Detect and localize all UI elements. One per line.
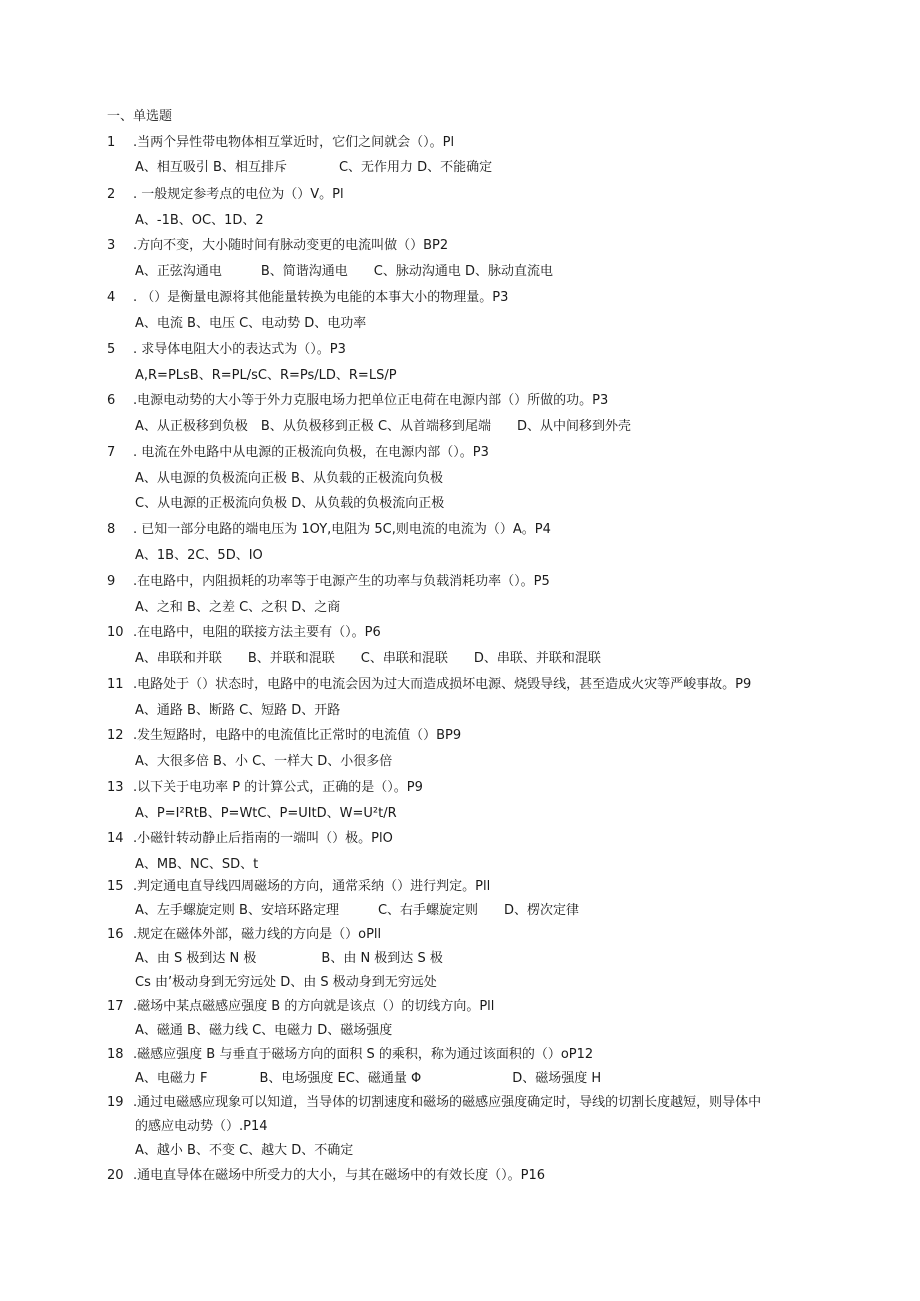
options-14: A、MB、NC、SD、t — [135, 857, 259, 872]
question-1 — [107, 135, 454, 151]
question-19-continued: 的感应电动势（）.P14 — [135, 1119, 268, 1134]
question-number: 15 — [107, 879, 124, 894]
options-11: A、通路 B、断路 C、短路 D、开路 — [135, 703, 341, 718]
question-9 — [107, 574, 550, 590]
question-number: 16 — [107, 927, 124, 942]
question-4 — [107, 290, 508, 306]
question-number: 14 — [107, 831, 124, 846]
question-17 — [107, 999, 494, 1015]
options-16b: Cs 由’极动身到无穷远处 D、由 S 极动身到无穷远处 — [135, 975, 437, 990]
question-number: 7 — [107, 445, 116, 460]
options-13: A、P=I²RtB、P=WtC、P=UItD、W=U²t/R — [135, 806, 397, 821]
question-number: 18 — [107, 1047, 124, 1062]
question-text: .规定在磁体外部，磁力线的方向是（）oPll — [133, 927, 382, 942]
question-text: . 已知一部分电路的端电压为 1OY,电阻为 5C,则电流的电流为（）A。P4 — [133, 522, 551, 537]
question-19 — [107, 1095, 761, 1111]
options-4: A、电流 B、电压 C、电动势 D、电功率 — [135, 316, 367, 331]
question-15 — [107, 879, 490, 895]
question-number: 8 — [107, 522, 116, 537]
question-text: .电源电动势的大小等于外力克服电场力把单位正电荷在电源内部（）所做的功。P3 — [133, 393, 609, 408]
question-16 — [107, 927, 381, 943]
options-10: A、串联和并联 B、并联和混联 C、串联和混联 D、串联、并联和混联 — [135, 651, 601, 666]
options-1: A、相互吸引 B、相互排斥 C、无作用力 D、不能确定 — [135, 160, 493, 175]
question-text: .通电直导体在磁场中所受力的大小，与其在磁场中的有效长度（）。P16 — [133, 1168, 546, 1183]
question-number: 17 — [107, 999, 124, 1014]
options-2: A、-1B、OC、1D、2 — [135, 213, 264, 228]
question-number: 6 — [107, 393, 116, 408]
question-20 — [107, 1168, 545, 1184]
question-number: 3 — [107, 238, 116, 253]
options-7b: C、从电源的正极流向负极 D、从负载的负极流向正极 — [135, 496, 445, 511]
question-number: 12 — [107, 728, 124, 743]
question-8 — [107, 522, 551, 538]
options-16a: A、由 S 极到达 N 极 B、由 N 极到达 S 极 — [135, 951, 443, 966]
question-text: .磁场中某点磁感应强度 B 的方向就是该点（）的切线方向。Pll — [133, 999, 495, 1014]
question-number: 13 — [107, 780, 124, 795]
question-text: .方向不变，大小随时间有脉动变更的电流叫做（）BP2 — [133, 238, 449, 253]
question-18 — [107, 1047, 593, 1063]
question-10 — [107, 625, 381, 641]
question-number: 2 — [107, 187, 116, 202]
options-9: A、之和 B、之差 C、之积 D、之商 — [135, 600, 341, 615]
question-number: 1 — [107, 135, 116, 150]
question-number: 19 — [107, 1095, 124, 1110]
question-text: .发生短路时，电路中的电流值比正常时的电流值（）BP9 — [133, 728, 462, 743]
question-text: .在电路中，电阻的联接方法主要有（）。P6 — [133, 625, 381, 640]
question-3 — [107, 238, 448, 254]
options-17: A、磁通 B、磁力线 C、电磁力 D、磁场强度 — [135, 1023, 393, 1038]
question-text: .通过电磁感应现象可以知道，当导体的切割速度和磁场的磁感应强度确定时，导线的切割长度越短，则导体中 — [133, 1095, 762, 1110]
question-text: . 一般规定参考点的电位为（）V。Pl — [133, 187, 344, 202]
question-6 — [107, 393, 608, 409]
question-number: 4 — [107, 290, 116, 305]
options-15: A、左手螺旋定则 B、安培环路定理 C、右手螺旋定则 D、楞次定律 — [135, 903, 580, 918]
options-5: A,R=PLsB、R=PL/sC、R=Ps/LD、R=LS/P — [135, 368, 397, 383]
question-text: . （）是衡量电源将其他能量转换为电能的本事大小的物理量。P3 — [133, 290, 509, 305]
question-14 — [107, 831, 393, 847]
question-text: . 求导体电阻大小的表达式为（）。P3 — [133, 342, 346, 357]
question-number: 9 — [107, 574, 116, 589]
question-text: .当两个异性带电物体相互掌近时，它们之间就会（）。Pl — [133, 135, 455, 150]
question-text: .以下关于电功率 P 的计算公式，正确的是（）。P9 — [133, 780, 423, 795]
question-text: .磁感应强度 B 与垂直于磁场方向的面积 S 的乘积，称为通过该面积的（）oP12 — [133, 1047, 594, 1062]
question-5 — [107, 342, 346, 358]
question-12 — [107, 728, 461, 744]
options-18: A、电磁力 F B、电场强度 EC、磁通量 Φ D、磁场强度 H — [135, 1071, 602, 1086]
options-8: A、1B、2C、5D、IO — [135, 548, 263, 563]
question-text: .小磁针转动静止后指南的一端叫（）极。PlO — [133, 831, 393, 846]
question-number: 20 — [107, 1168, 124, 1183]
options-19: A、越小 B、不变 C、越大 D、不确定 — [135, 1143, 354, 1158]
question-text: .在电路中，内阻损耗的功率等于电源产生的功率与负载消耗功率（）。P5 — [133, 574, 550, 589]
question-7 — [107, 445, 489, 461]
options-3: A、正弦沟通电 B、简谐沟通电 C、脉动沟通电 D、脉动直流电 — [135, 264, 554, 279]
question-13 — [107, 780, 423, 796]
question-number: 10 — [107, 625, 124, 640]
options-7a: A、从电源的负极流向正极 B、从负载的正极流向负极 — [135, 471, 443, 486]
question-number: 5 — [107, 342, 116, 357]
question-text: .判定通电直导线四周磁场的方向，通常采纳（）进行判定。Pll — [133, 879, 491, 894]
question-number: 11 — [107, 677, 124, 692]
options-6: A、从正极移到负极 B、从负极移到正极 C、从首端移到尾端 D、从中间移到外壳 — [135, 419, 632, 434]
question-text: .电路处于（）状态时，电路中的电流会因为过大而造成损坏电源、烧毁导线，甚至造成火灾等严峻事故。P9 — [133, 677, 752, 692]
question-11 — [107, 677, 751, 693]
question-2 — [107, 187, 344, 203]
section-title: 一、单选题 — [107, 109, 173, 124]
options-12: A、大很多倍 B、小 C、一样大 D、小很多倍 — [135, 754, 393, 769]
question-text: . 电流在外电路中从电源的正极流向负极，在电源内部（）。P3 — [133, 445, 489, 460]
